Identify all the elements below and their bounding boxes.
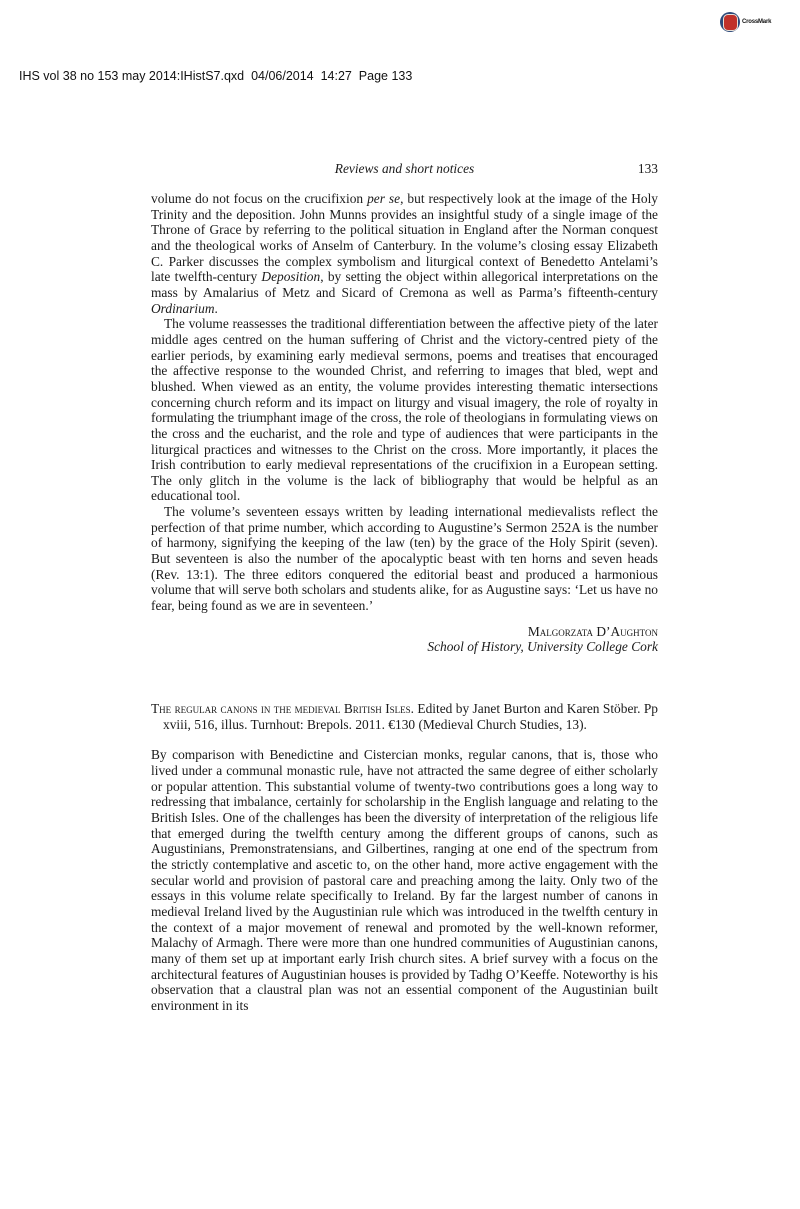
review1-paragraph-1 xyxy=(151,191,658,316)
italic-term: Deposition xyxy=(261,269,321,285)
text-run: volume do not focus on the crucifixion xyxy=(151,191,368,206)
crossmark-icon xyxy=(720,12,740,32)
running-head-title: Reviews and short notices xyxy=(334,161,475,176)
review1-paragraph-2: The volume reassesses the traditional differentiation between the affective piety of the later middle ages centred on the human suffering of Christ and the victory-centred piety of the earlier periods, by examining early medieval sermons, poems and treatises that encouraged the affective response to the wounded Christ, and referring to images that bled, wept and blushed. When viewed as an entity, the volume provides interesting thematic intersections concerning church reform and its impact on liturgy and visual imagery, the role of royalty in formulating the triumphant image of the cross, the role of theologians in formulating views on the cross and the eucharist, and the role and type of audiences that were participants in the liturgical practices and witnesses to the Christ on the cross. More importantly, it places the Irish contribution to early medieval representations of the crucifixion in a European setting. The only glitch in the volume is the lack of bibliography that would be helpful as an educational tool. xyxy=(151,316,658,504)
book-citation: . Edited by Janet Burton and Karen Stöber. Pp xviii, 516, illus. Turnhout: Brepols. 2011. €130 (Medieval Church Studies, 13). xyxy=(163,701,658,732)
text-run: . xyxy=(214,300,218,316)
review1-paragraph-3: The volume’s seventeen essays written by leading international medievalists reflect the perfection of that prime number, which according to Augustine’s Sermon 252A is the number of harmony, signifying the keeping of the law (ten) by the grace of the Holy Spirit (seven). But seventeen is also the number of the apocalyptic beast with ten horns and seven heads (Rev. 13:1). The three editors conquered the editorial beast and produced a harmonious volume that will serve both scholars and students alike, for as Augustine says: ‘Let us have no fear, being found as we are in seventeen.’ xyxy=(151,504,658,614)
crossmark-badge[interactable] xyxy=(720,12,771,32)
print-slug-line: IHS vol 38 no 153 may 2014:IHistS7.qxd 04/06/2014 14:27 Page 133 xyxy=(19,69,413,83)
running-head xyxy=(151,160,658,180)
page-number: 133 xyxy=(637,161,658,176)
reviewer-name: Malgorzata D’Aughton xyxy=(527,623,658,639)
italic-term: per se xyxy=(367,191,401,206)
text-run: , by setting the object within allegorical interpretations on the mass by Amalarius of Metz and Sicard of Cremona as well as Parma’s fifteenth-century xyxy=(151,269,658,300)
reviewer-signature xyxy=(151,624,658,655)
page-content xyxy=(151,160,658,1014)
review2-paragraph-1: By comparison with Benedictine and Cistercian monks, regular canons, that is, those who lived under a communal monastic rule, have not attracted the same degree of either scholarly or popular attention. This substantial volume of twenty-two contributions goes a long way to redressing that imbalance, certainly for scholarship in the English language and relating to the British Isles. One of the challenges has been the diversity of interpretation of the religious life that emerged during the twelfth century among the different groups of canons, such as Augustinians, Premonstratensians, and Gilbertines, ranging at one end of the spectrum from the strictly contemplative and ascetic to, on the other hand, more active engagement with the secular world and provision of pastoral care and preaching among the laity. Only two of the essays in this volume relate specifically to Ireland. By far the largest number of canons in medieval Ireland lived by the Augustinian rule which was introduced in the twelfth century in the context of a major movement of renewal and promoted by the well-known reformer, Malachy of Armagh. There were more than one hundred communities of Augustinian canons, many of them set up at important early Irish church sites. A brief survey with a focus on the architectural features of Augustinian houses is provided by Tadhg O’Keeffe. Noteworthy is his observation that a claustral plan was not an essential component of the Augustinian built environment in its xyxy=(151,747,658,1013)
italic-term: Ordinarium xyxy=(151,300,215,316)
reviewer-affiliation: School of History, University College Cork xyxy=(427,639,658,655)
crossmark-label: CrossMark xyxy=(742,19,772,25)
book-title: The regular canons in the medieval British Isles xyxy=(151,701,411,717)
text-run: , but respectively look at the image of the Holy Trinity and the deposition. John Munns provides an insightful study of a single image of the Throne of Grace by referring to the political situation in England after the Norman conquest and the theological works of Anselm of Canterbury. In the volume’s closing essay Elizabeth C. Parker discusses the complex symbolism and liturgical context of Benedetto Antelami’s late twelfth-century xyxy=(151,191,658,285)
review2-bibliographic-heading xyxy=(151,701,658,732)
